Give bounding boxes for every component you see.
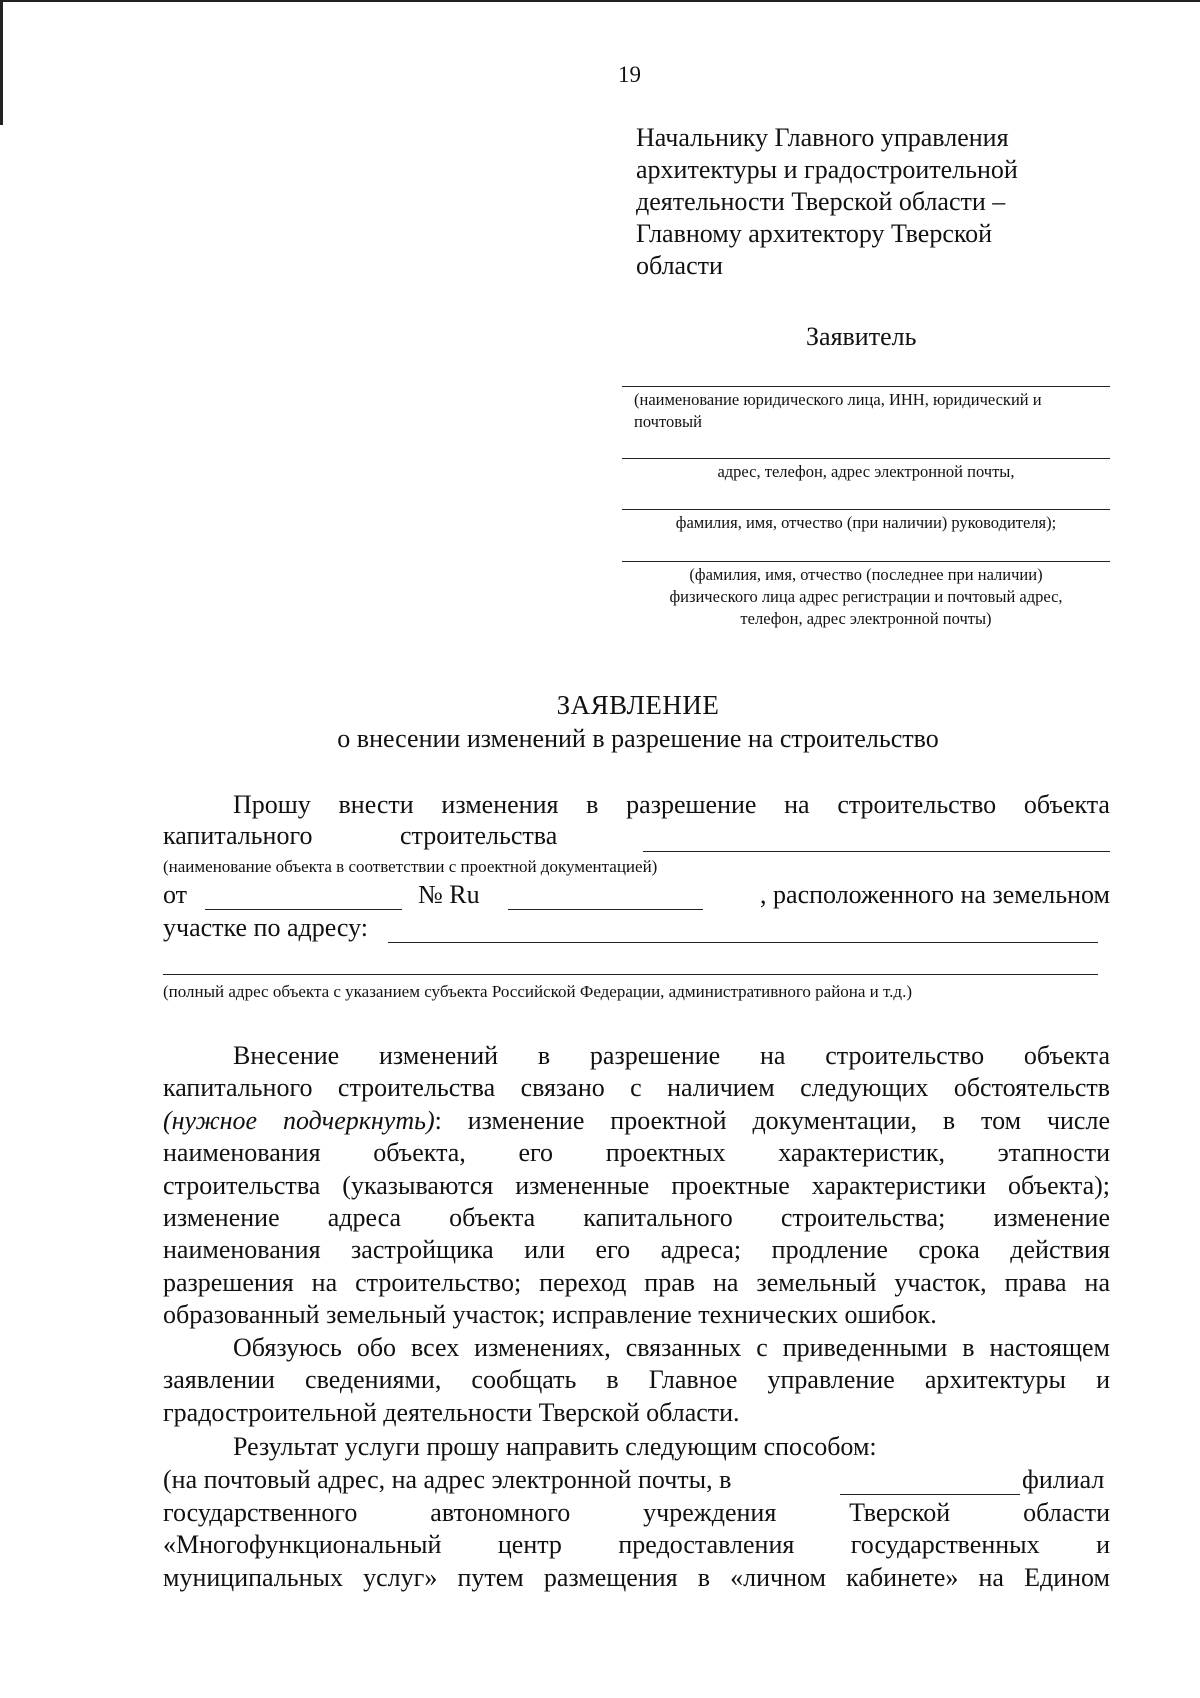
result-line: «Многофункциональный центр предоставления государственных и [163,1530,1110,1560]
changes-line: строительства (указываются измененные проектные характеристики объекта); [163,1170,1110,1200]
applicant-label: Заявитель [806,322,917,351]
addressee-line: деятельности Тверской области – [636,187,1006,216]
obligation-paragraph [163,1332,1110,1429]
obligation-line: заявлении сведениями, сообщать в Главное управление архитектуры и [163,1365,1110,1395]
result-line-1: Результат услуги прошу направить следующим способом: [233,1432,877,1461]
obligation-line: Обязуюсь обо всех изменениях, связанных с приведенными в настоящем [233,1333,1110,1362]
applicant-head-line [622,509,1110,510]
page-top-edge [0,0,1200,2]
addressee-line: архитектуры и градостроительной [636,155,1018,184]
date-blank [205,909,402,910]
address-label: участке по адресу: [163,913,368,942]
applicant-head-caption: фамилия, имя, отчество (при наличии) руководителя); [675,513,1057,532]
object-name-blank [643,851,1110,852]
address-blank-1 [388,942,1098,943]
applicant-name-caption: (наименование юридического лица, ИНН, юридический и почтовый [634,390,1042,431]
page-number: 19 [618,62,641,87]
addressee-block [636,122,1106,282]
result-line: государственного автономного учреждения Тверской области [163,1498,1110,1527]
located-text: , расположенного на земельном [760,880,1110,909]
changes-line: наименования застройщика или его адреса; продление срока действия [163,1235,1110,1265]
document-title: ЗАЯВЛЕНИЕ [556,690,720,720]
result-paragraph [163,1497,1110,1594]
address-caption: (полный адрес объекта с указанием субъекта Российской Федерации, административного района и т.д.) [163,982,912,1001]
object-caption: (наименование объекта в соответствии с проектной документацией) [163,857,658,876]
permit-number-blank [508,909,703,910]
document-subtitle: о внесении изменений в разрешение на строительство [337,724,939,753]
changes-line: разрешения на строительство; переход прав на земельный участок, права на [163,1267,1110,1297]
addressee-line: Главному архитектору Тверской [636,219,993,248]
addressee-line: Начальнику Главного управления [636,123,1009,152]
from-label: от [163,880,188,909]
changes-paragraph [163,1040,1110,1332]
applicant-name-line [622,386,1110,387]
applicant-person-line [622,561,1110,562]
applicant-address-caption: адрес, телефон, адрес электронной почты, [717,462,1015,481]
request-paragraph [163,789,1110,821]
number-label: № Ru [418,880,480,909]
changes-line: капитального строительства связано с наличием следующих обстоятельств [163,1073,1110,1103]
result-line-2a: (на почтовый адрес, на адрес электронной почты, в [163,1465,732,1494]
address-blank-2 [163,974,1098,975]
request-line2-b: строительства [400,821,558,850]
changes-line: Внесение изменений в разрешение на строительство объекта [233,1041,1110,1070]
changes-line: наименования объекта, его проектных характеристик, этапности [163,1138,1110,1168]
applicant-address-line [622,458,1110,459]
mfc-branch-blank [840,1494,1020,1495]
changes-line: образованный земельный участок; исправление технических ошибок. [163,1300,937,1330]
request-line2-a: капитального [163,821,313,850]
changes-line: изменение адреса объекта капитального строительства; изменение [163,1203,1110,1233]
request-line-1: Прошу внести изменения в разрешение на строительство объекта [233,790,1110,819]
changes-italic-note: (нужное подчеркнуть) [163,1105,435,1135]
obligation-line: градостроительной деятельности Тверской области. [163,1397,740,1427]
changes-line: (нужное подчеркнуть): изменение проектной документации, в том числе [163,1105,1110,1135]
result-line-2b: филиал [1022,1465,1105,1494]
applicant-person-caption: (фамилия, имя, отчество (последнее при наличии) физического лица адрес регистрации и почтовый адрес, телефон, адрес электронной почты) [669,565,1063,628]
page-left-edge [0,0,3,125]
result-line: муниципальных услуг» путем размещения в «личном кабинете» на Едином [163,1562,1110,1592]
addressee-line: области [636,251,723,280]
